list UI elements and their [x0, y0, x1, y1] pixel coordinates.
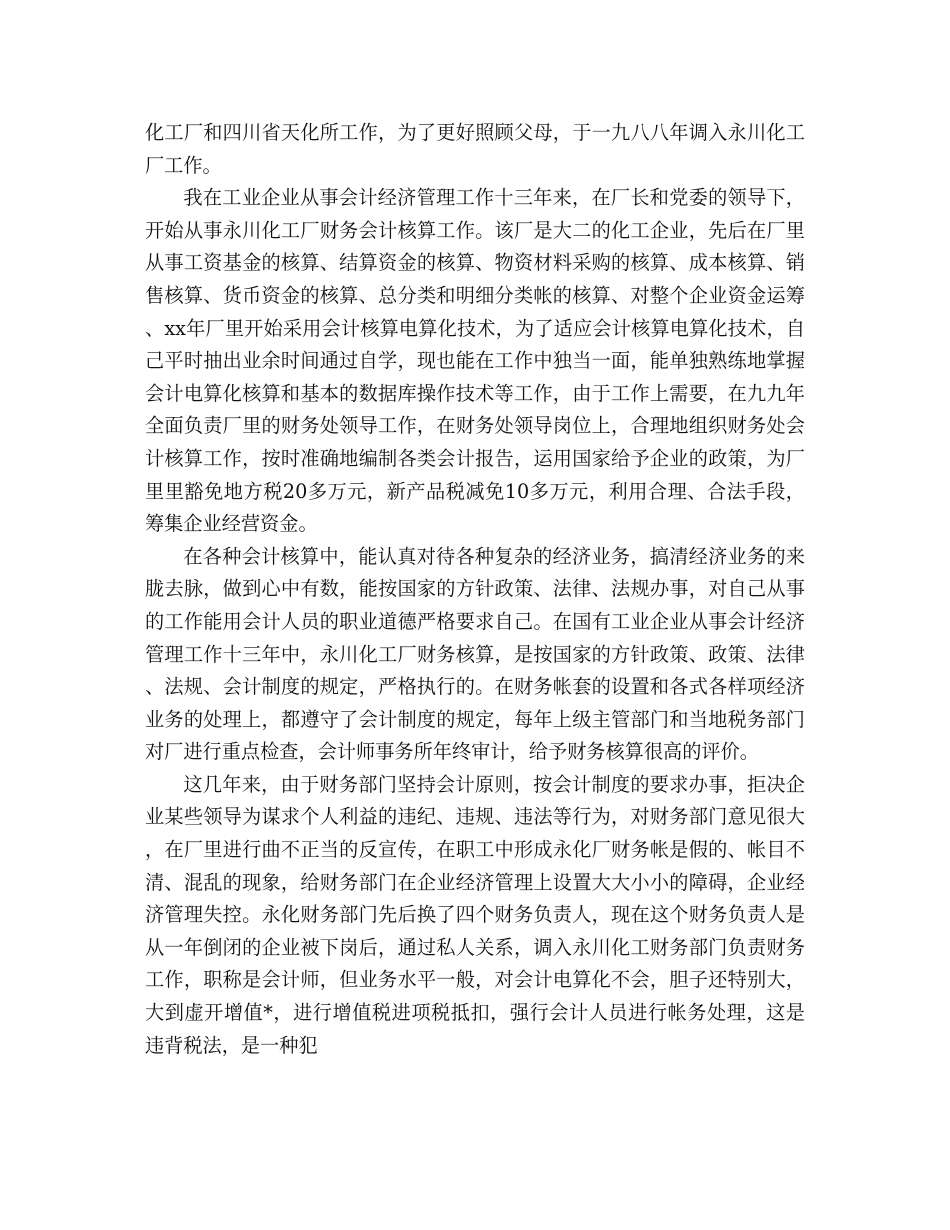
paragraph-accounting-work: 我在工业企业从事会计经济管理工作十三年来，在厂长和党委的领导下，开始从事永川化工厂财务会计核算工作。该厂是大二的化工企业，先后在厂里从事工资基金的核算、结算资金的核算、物资材料采购的核算、成本核算、销售核算、货币资金的核算、总分类和明细分类帐的核算、对整个企业资金运筹、xx年厂里开始采用会计核算电算化技术，为了适应会计核算电算化技术，自己平时抽出业余时间通过自学，现也能在工作中独当一面，能单独熟练地掌握会计电算化核算和基本的数据库操作技术等工作，由于工作上需要，在九九年全面负责厂里的财务处领导工作，在财务处领导岗位上，合理地组织财务处会计核算工作，按时准确地编制各类会计报告，运用国家给予企业的政策，为厂里里豁免地方税20多万元，新产品税减免10多万元，利用合理、合法手段，筹集企业经营资金。 [145, 186, 805, 536]
paragraph-continued: 化工厂和四川省天化所工作，为了更好照顾父母，于一九八八年调入永川化工厂工作。 [145, 121, 805, 177]
paragraph-compliance: 在各种会计核算中，能认真对待各种复杂的经济业务，搞清经济业务的来胧去脉，做到心中有数，能按国家的方针政策、法律、法规办事，对自己从事的工作能用会计人员的职业道德严格要求自己。在国有工业企业从事会计经济管理工作十三年中，永川化工厂财务核算，是按国家的方针政策、政策、法律、法规、会计制度的规定，严格执行的。在财务帐套的设置和各式各样项经济业务的处理上，都遵守了会计制度的规定，每年上级主管部门和当地税务部门对厂进行重点检查，会计师事务所年终审计，给予财务核算很高的评价。 [145, 544, 805, 764]
paragraph-recent-years: 这几年来，由于财务部门坚持会计原则，按会计制度的要求办事，拒决企业某些领导为谋求个人利益的违纪、违规、违法等行为，对财务部门意见很大，在厂里进行曲不正当的反宣传，在职工中形成永化厂财务帐是假的、帐目不清、混乱的现象，给财务部门在企业经济管理上设置大大小小的障碍，企业经济管理失控。永化财务部门先后换了四个财务负责人，现在这个财务负责人是从一年倒闭的企业被下岗后，通过私人关系，调入永川化工财务部门负责财务工作，职称是会计师，但业务水平一般，对会计电算化不会，胆子还特别大，大到虚开增值*，进行增值税进项税抵扣，强行会计人员进行帐务处理，这是违背税法，是一种犯 [145, 772, 805, 1057]
document-body [145, 117, 805, 1062]
